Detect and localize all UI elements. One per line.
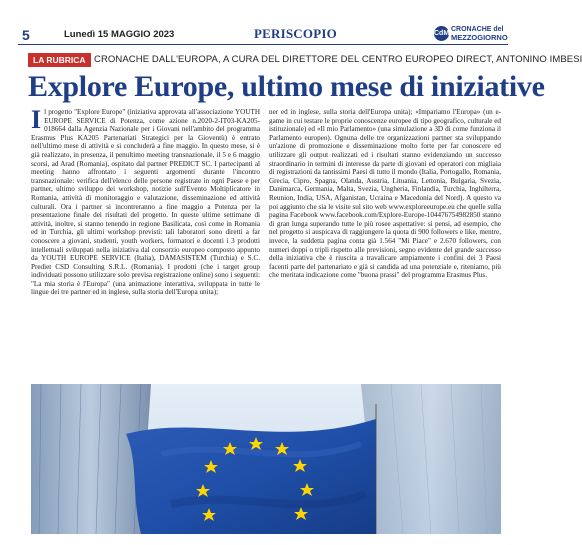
eu-flag-photo	[31, 384, 501, 534]
article-column-2	[269, 108, 501, 406]
section-title: PERISCOPIO	[254, 26, 337, 41]
page-number: 5	[22, 27, 30, 43]
article-column-1	[31, 105, 260, 398]
logo-badge-icon: CdM	[434, 26, 449, 41]
rubrica-subtitle: CRONACHE DALL'EUROPA, A CURA DEL DIRETTORE DEL CENTRO EUROPEO DIRECT, ANTONINO IMBESI	[94, 54, 582, 65]
eu-flag-icon	[31, 384, 501, 534]
logo-line-1: CRONACHE del	[451, 26, 504, 33]
article-body-1: l progetto "Explore Europe" (iniziativa approvata all'associazione YOUTH EUROPE SERVICE di Potenza, come azione n.2020-2-IT03-KA205-018664 dalla Agenzia Nazionale per i Giovani nell'ambito del programma Erasmus Plus KA205 Partenariati Strategici per la Gioventù) è entrato nell'ultimo mese di attività e si concluderà a fine maggio. In questo mese, si è già realizzato, in presenza, il penultimo meeting transnazionale, il 5 e 6 maggio scorsi, ad Arad (Romania), ospitato dal partner PREDICT SC. I partecipanti al meeting hanno affrontato i seguenti argomenti durante l'incontro transnazionale: verifica dell'elenco delle persone registrate in ogni Paese e per partner, ultimo sviluppo dei workshop, notizie sull'Evento Moltiplicatore in Romania, attività di monitoraggio e valutazione, disseminazione ed attività culturali. Ora i partner si incontreranno a fine maggio a Potenza per la presentazione finale dei risultati del progetto. In queste ultime settimane di attività, inoltre, si stanno tenendo in regione Basilicata, così come in Romania ed in Turchia, gli ultimi workshop previsti: tali laboratori sono diretti a far conoscere a giovani, studenti, youth workers, formatori e docenti i 3 prodotti intellettuali sviluppati nella iniziativa dal consorzio europeo composto appunto da YOUTH EUROPE SERVICE (Italia), DAMASISTEM (Turchia) e S.C. Prediet CSD Consulting S.R.L. (Romania). I prodotti (che i target group individuati possono utilizzare solo previsa registrazione online) sono i seguenti: "La mia storia è l'Europa" (una animazione interattiva, sviluppata in tutte le lingue dei tre partner ed in inglese, sulla storia dell'Europa unita);	[31, 108, 260, 297]
newspaper-logo	[434, 25, 508, 43]
logo-line-2: MEZZOGIORNO	[451, 33, 508, 42]
rubrica-badge: LA RUBRICA	[28, 53, 91, 67]
article-title: Explore Europe, ultimo mese di iniziative	[28, 70, 545, 103]
issue-date: Lunedì 15 MAGGIO 2023	[64, 29, 175, 40]
drop-cap: I	[31, 105, 42, 134]
header-divider	[18, 44, 508, 45]
article-body-2: ner ed in inglese, sulla storia dell'Europa unita); «Impariamo l'Europa» (un e-game in cui testare le proprie conoscenze europee di tipo geografico, culturale ed istituzionale) ed «Il mio Parlamento» (una simulazione a 3D di come funziona il Parlamento europeo). Ognuna delle tre organizzazioni partner sta sviluppando un'azione di promozione e disseminazione molto forte per far conoscere ed utilizzare gli output realizzati ed i risultati stanno evidenziando un successo straordinario in termini di interesse da parte di giovani ed operatori con migliaia di registrazioni da tantissimi Paesi di tutto il mondo (Italia, Portogallo, Romania, Grecia, Cipro, Spagna, Olanda, Austria, Lituania, Lettonia, Bulgaria, Svezia, Danimarca, Germania, Malta, Svezia, Ungheria, Finlandia, Turchia, Inghilterra, Reunion, India, USA, Afganistan, Ucraina e Macedonia del Nord). A questo va poi aggiunto che sia le visite sul sito web www.exploreeurope.eu che quelle sulla pagina Facebook www.facebook.com/Explore-Europe-104476754982850 stanno di gran lunga superando tutte le più rosee aspettative: si pensi, ad esempio, che nel progetto si auspicava di raggiungere la quota di 900 followers e like, mentre, invece, la suddetta pagina conta già 1.564 "Mi Piace" e 2.670 followers, con numeri doppi o tripli rispetto alle previsioni, segno evidente del grande successo della iniziativa che è riuscita a travalicare ampiamente i confini dei 3 Paesi facenti parte del partenariato e già si candida ad una potenziale e, riteniamo, più che meritata indicazione come "buona prassi" del programma Erasmus Plus.	[269, 108, 501, 280]
page-header	[0, 0, 524, 42]
